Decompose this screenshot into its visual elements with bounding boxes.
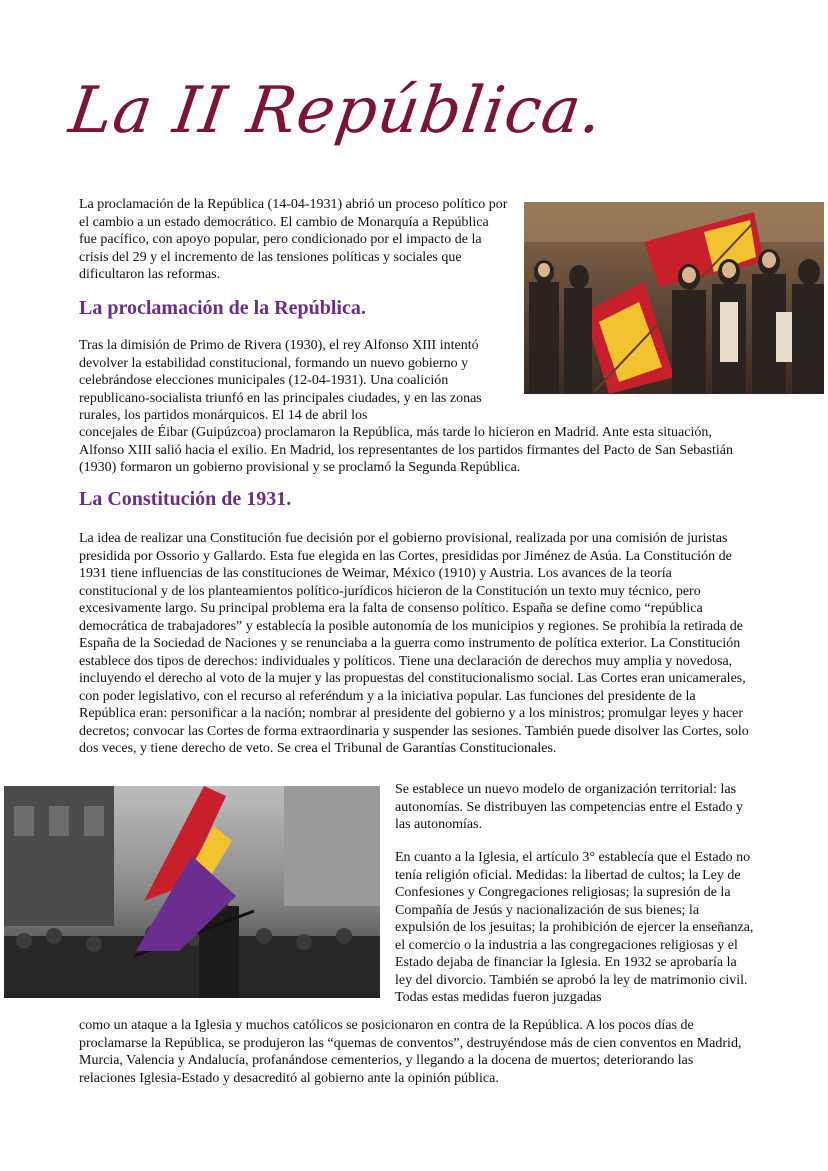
page-title: La II República. bbox=[64, 74, 608, 148]
flag-crowd-photo bbox=[4, 786, 380, 998]
proclamation-paragraph-narrow: Tras la dimisión de Primo de Rivera (1930), el rey Alfonso XIII intentó devolver la estabilidad constitucional, formando un nuevo gobierno y celebrándose elecciones municipales (12-04-1931). Una coalición republicano-socialista triunfó en las principales ciudades, y en las zonas rurales, los partidos monárquicos. El 14 de abril los bbox=[79, 338, 482, 423]
proclamation-paragraph-wide: concejales de Éibar (Guipúzcoa) proclamaron la República, más tarde lo hicieron en Madrid. Ante esta situación, Alfonso XIII salió hacia el exilio. En Madrid, los representantes de los partidos firmantes del Pacto de San Sebastián (1930) formaron un gobierno provisional y se proclamó la Segunda República. bbox=[79, 425, 733, 475]
church-paragraph-wide: como un ataque a la Iglesia y muchos católicos se posicionaron en contra de la República. A los pocos días de proclamarse la República, se produjeron las “quemas de conventos”, destruyéndose más de cien conventos en Madrid, Murcia, Valencia y Andalucía, profanándose cementerios, y llegando a la docena de muertos; deteriorando las relaciones Iglesia-Estado y desacreditó al gobierno ante la opinión pública. bbox=[79, 1018, 742, 1086]
constitution-heading: La Constitución de 1931. bbox=[79, 488, 292, 510]
territorial-paragraph: Se establece un nuevo modelo de organización territorial: las autonomías. Se distribuyen las competencias entre el Estado y las autonomías. bbox=[395, 782, 743, 832]
church-paragraph-narrow: En cuanto a la Iglesia, el artículo 3° establecía que el Estado no tenía religión oficial. Medidas: la libertad de cultos; la Ley de Confesiones y Congregaciones religiosas; la supresión de la Compañía de Jesús y nacionalización de sus bienes; la expulsión de los jesuitas; la prohibición de ejercer la enseñanza, el comercio o la industria a las congregaciones religiosas y el Estado dejaba de financiar la Iglesia. En 1932 se aprobaría la ley del divorcio. También se aprobó la ley de matrimonio civil. Todas estas medidas fueron juzgadas bbox=[395, 850, 754, 1005]
intro-paragraph: La proclamación de la República (14-04-1931) abrió un proceso político por el cambio a un estado democrático. El cambio de Monarquía a República fue pacífico, con apoyo popular, pero condicionado por el impacto de la crisis del 29 y el incremento de las tensiones políticas y sociales que dificultaron las reformas. bbox=[79, 197, 508, 282]
constitution-paragraph: La idea de realizar una Constitución fue decisión por el gobierno provisional, realizada por una comisión de juristas presidida por Ossorio y Gallardo. Esta fue elegida en las Cortes, presididas por Jiménez de Asúa. La Constitución de 1931 tiene influencias de las constituciones de Weimar, México (1910) y Austria. Los avances de la teoría constitucional y de los planteamientos político-jurídicos hicieron de la Constitución un texto muy técnico, pero excesivamente largo. Su principal problema era la falta de consenso político. España se define como “república democrática de trabajadores” y establecía la posible autonomía de los municipios y regiones. Se prohibía la retirada de España de la Sociedad de Naciones y se renunciaba a la guerra como instrumento de política exterior. La Constitución establece dos tipos de derechos: individuales y políticos. Tiene una declaración de derechos muy amplia y novedosa, incluyendo el derecho al voto de la mujer y las propuestas del constitucionalismo social. Las Cortes eran unicamerales, con poder legislativo, con el recurso al referéndum y a la iniciativa popular. Las funciones del presidente de la República eran: personificar a la nación; nombrar al presidente del gobierno y a los ministros; promulgar leyes y hacer decretos; convocar las Cortes de forma extraordinaria y suspender las sesiones. También puede disolver las Cortes, solo dos veces, y tiene derecho de veto. Se crea el Tribunal de Garantías Constitucionales. bbox=[79, 531, 749, 756]
proclamation-heading: La proclamación de la República. bbox=[79, 297, 366, 319]
proclamation-painting bbox=[524, 202, 824, 394]
